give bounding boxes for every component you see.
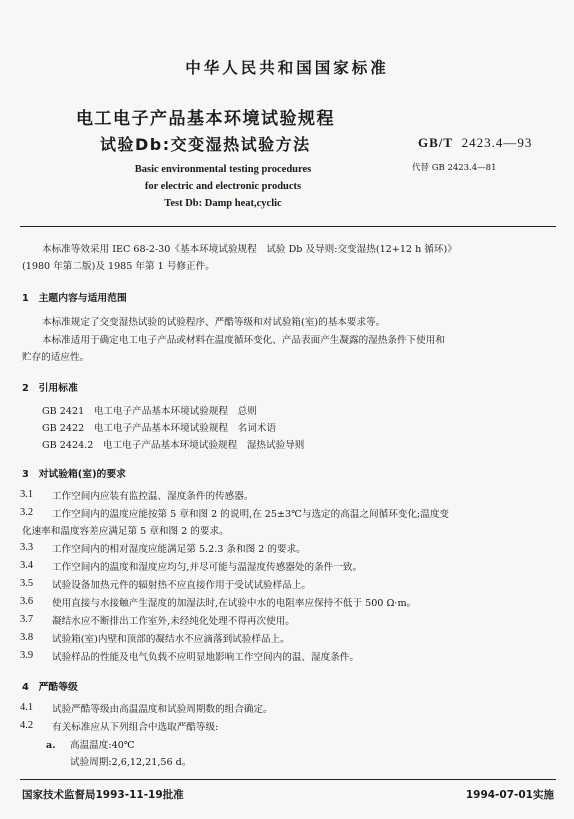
title-cn-line2: 试验Db:交变湿热试验方法: [100, 135, 311, 154]
clause-text: 使用直接与水接触产生湿度的加湿法时,在试验中水的电阻率应保持不低于 500 Ω·m。: [52, 598, 417, 609]
reference-item: GB 2421 电工电子产品基本环境试验规程 总则: [42, 406, 257, 417]
effective-date: 1994-07-01实施: [465, 789, 554, 801]
reference-item: GB 2422 电工电子产品基本环境试验规程 名词术语: [42, 423, 277, 434]
standard-type-header: 中华人民共和国国家标准: [185, 59, 389, 77]
replaces-note: 代替 GB 2423.4—81: [412, 163, 497, 173]
clause-number: 3.2: [20, 507, 34, 518]
intro-line1: 本标准等效采用 IEC 68-2-30《基本环境试验规程 试验 Db 及导则:交变湿热(12+12 h 循环)》: [42, 244, 457, 255]
reference-item: GB 2424.2 电工电子产品基本环境试验规程 湿热试验导则: [42, 440, 305, 451]
section3-heading: 3 对试验箱(室)的要求: [22, 469, 126, 480]
clause-text-continued: 化速率和温度容差应满足第 5 章和图 2 的要求。: [22, 526, 229, 537]
section1-paragraph2-line2: 贮存的适应性。: [22, 352, 90, 363]
clause-number: 3.8: [20, 632, 34, 643]
clause-number: 3.9: [20, 650, 34, 661]
clause-text: 工作空间内应装有监控温、湿度条件的传感器。: [52, 491, 254, 502]
clause-text: 试验样品的性能及电气负载不应明显地影响工作空间内的温、湿度条件。: [52, 652, 359, 663]
sub-item-test-cycles: 试验周期:2,6,12,21,56 d。: [70, 757, 192, 768]
standard-code: [418, 135, 532, 151]
section1-paragraph2-line1: 本标准适用于确定电工电子产品或材料在温度循环变化、产品表面产生凝露的湿热条件下使用和: [42, 335, 445, 346]
title-en-line2: for electric and electronic products: [144, 181, 302, 192]
sub-item-label: a.: [46, 740, 56, 751]
clause-number: 3.1: [20, 489, 34, 500]
clause-text: 工作空间内的相对湿度应能满足第 5.2.3 条和图 2 的要求。: [52, 544, 306, 555]
clause-text: 工作空间内的温度应能按第 5 章和图 2 的说明,在 25±3℃与选定的高温之间循环变化;温度变: [52, 509, 450, 520]
approval-date: 国家技术监督局1993-11-19批准: [22, 789, 184, 801]
clause-number: 4.2: [20, 720, 34, 731]
title-en-line3: Test Db: Damp heat,cyclic: [164, 198, 282, 209]
clause-text: 工作空间内的温度和湿度应均匀,并尽可能与温湿度传感器处的条件一致。: [52, 562, 363, 573]
clause-number: 3.6: [20, 596, 34, 607]
header-divider: [20, 226, 556, 227]
title-cn-line1: 电工电子产品基本环境试验规程: [76, 109, 335, 129]
clause-number: 3.5: [20, 578, 34, 589]
clause-text: 试验箱(室)内壁和顶部的凝结水不应滴落到试验样品上。: [52, 634, 290, 645]
clause-number: 3.4: [20, 560, 34, 571]
clause-text: 试验严酷等级由高温温度和试验周期数的组合确定。: [52, 704, 273, 715]
standard-code-prefix: GB/T: [418, 135, 454, 150]
clause-number: 3.7: [20, 614, 34, 625]
section2-heading: 2 引用标准: [22, 383, 78, 394]
clause-number: 4.1: [20, 702, 34, 713]
title-en-line1: Basic environmental testing procedures: [134, 164, 312, 175]
clause-number: 3.3: [20, 542, 34, 553]
section1-heading: 1 主题内容与适用范围: [22, 293, 127, 304]
footer-divider: [20, 779, 556, 780]
section1-paragraph1: 本标准规定了交变湿热试验的试验程序、严酷等级和对试验箱(室)的基本要求等。: [42, 317, 386, 328]
sub-item-high-temperature: 高温温度:40℃: [70, 740, 135, 751]
intro-line2: (1980 年第二版)及 1985 年第 1 号修正件。: [22, 261, 215, 272]
clause-text: 试验设备加热元件的辐射热不应直接作用于受试试验样品上。: [52, 580, 312, 591]
clause-text: 有关标准应从下列组合中选取严酷等级:: [52, 722, 219, 733]
clause-text: 凝结水应不断排出工作室外,未经纯化处理不得再次使用。: [52, 616, 295, 627]
standard-code-number: 2423.4—93: [461, 135, 533, 150]
section4-heading: 4 严酷等级: [22, 682, 78, 693]
